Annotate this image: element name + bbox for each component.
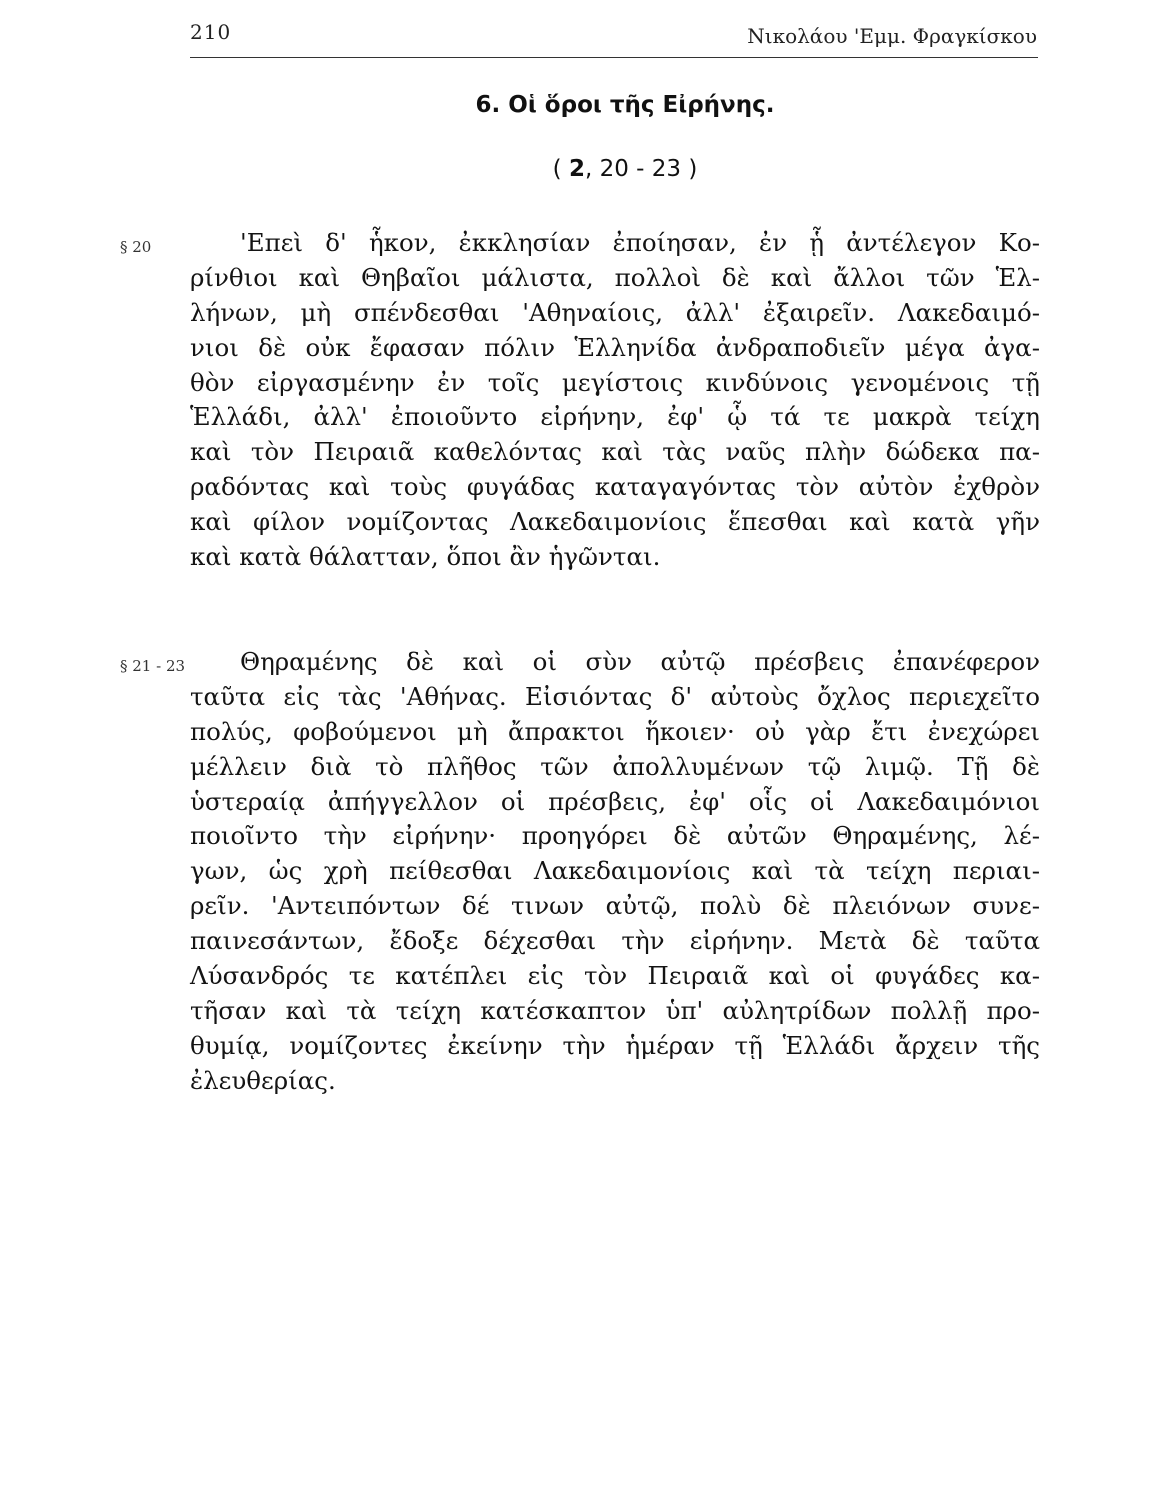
paragraph-21-23: [190, 645, 1040, 1099]
text-line: ὑστεραίᾳ ἀπήγγελλον οἱ πρέσβεις, ἐφ' οἷς οἱ Λακεδαιμόνιοι: [190, 786, 1040, 816]
paragraph-marker-20: § 20: [120, 238, 152, 256]
text-line: 'Επεὶ δ' ἧκον, ἐκκλησίαν ἐποίησαν, ἐν ᾗ ἀντέλεγον Κο-: [240, 228, 1040, 257]
page-number: 210: [190, 20, 232, 44]
text-line: καὶ κατὰ θάλατταν, ὅποι ἂν ἡγῶνται.: [190, 542, 661, 572]
text-line: λήνων, μὴ σπένδεσθαι 'Αθηναίοις, ἀλλ' ἐξαιρεῖν. Λακεδαιμό-: [190, 297, 1040, 327]
text-line: ποιοῖντο τὴν εἰρήνην· προηγόρει δὲ αὐτῶν Θηραμένης, λέ-: [190, 821, 1040, 851]
text-line: Θηραμένης δὲ καὶ οἱ σὺν αὐτῷ πρέσβεις ἐπανέφερον: [240, 647, 1040, 676]
text-line: θυμίᾳ, νομίζοντες ἐκείνην τὴν ἡμέραν τῇ Ἑλλάδι ἄρχειν τῆς: [190, 1030, 1040, 1060]
text-line: ἐλευθερίας.: [190, 1065, 336, 1095]
text-line: γων, ὡς χρὴ πείθεσθαι Λακεδαιμονίοις καὶ τὰ τείχη περιαι-: [190, 856, 1040, 886]
header-rule: [190, 57, 1038, 58]
running-title: Νικολάου 'Εμμ. Φραγκίσκου: [747, 24, 1037, 48]
reference-rest: , 20 - 23: [584, 156, 682, 182]
text-line: καὶ φίλον νομίζοντας Λακεδαιμονίοις ἕπεσθαι καὶ κατὰ γῆν: [190, 507, 1040, 537]
text-line: θὸν εἰργασμένην ἐν τοῖς μεγίστοις κινδύνοις γενομένοις τῇ: [190, 367, 1040, 397]
text-line: νιοι δὲ οὐκ ἔφασαν πόλιν Ἑλληνίδα ἀνδραποδιεῖν μέγα ἀγα-: [190, 332, 1040, 362]
text-line: καὶ τὸν Πειραιᾶ καθελόντας καὶ τὰς ναῦς πλὴν δώδεκα πα-: [190, 437, 1040, 467]
text-line: ταῦτα εἰς τὰς 'Αθήνας. Εἰσιόντας δ' αὐτοὺς ὄχλος περιεχεῖτο: [190, 681, 1040, 711]
text-line: τῆσαν καὶ τὰ τείχη κατέσκαπτον ὑπ' αὐλητρίδων πολλῇ προ-: [190, 995, 1040, 1025]
text-line: παινεσάντων, ἔδοξε δέχεσθαι τὴν εἰρήνην. Μετὰ δὲ ταῦτα: [190, 926, 1040, 956]
paragraph-marker-21-23: § 21 - 23: [120, 657, 186, 675]
reference-open: (: [552, 156, 562, 182]
text-line: μέλλειν διὰ τὸ πλῆθος τῶν ἀπολλυμένων τῷ λιμῷ. Τῇ δὲ: [190, 751, 1040, 781]
reference-book: 2: [568, 156, 585, 182]
text-line: ρεῖν. 'Αντειπόντων δέ τινων αὐτῷ, πολὺ δὲ πλειόνων συνε-: [190, 891, 1040, 921]
text-line: Λύσανδρός τε κατέπλει εἰς τὸν Πειραιᾶ καὶ οἱ φυγάδες κα-: [190, 961, 1040, 991]
paragraph-20: [190, 226, 1040, 575]
text-line: ρίνθιοι καὶ Θηβαῖοι μάλιστα, πολλοὶ δὲ καὶ ἄλλοι τῶν Ἑλ-: [190, 262, 1040, 292]
text-line: πολύς, φοβούμενοι μὴ ἄπρακτοι ἥκοιεν· οὐ γὰρ ἔτι ἐνεχώρει: [190, 716, 1040, 746]
section-reference: [190, 156, 1040, 182]
reference-close: ): [688, 156, 698, 182]
text-line: ραδόντας καὶ τοὺς φυγάδας καταγαγόντας τὸν αὐτὸν ἐχθρὸν: [190, 472, 1040, 502]
section-title: 6. Οἱ ὅροι τῆς Εἰρήνης.: [475, 92, 775, 118]
text-line: Ἑλλάδι, ἀλλ' ἐποιοῦντο εἰρήνην, ἐφ' ᾧ τά τε μακρὰ τείχη: [190, 402, 1040, 432]
